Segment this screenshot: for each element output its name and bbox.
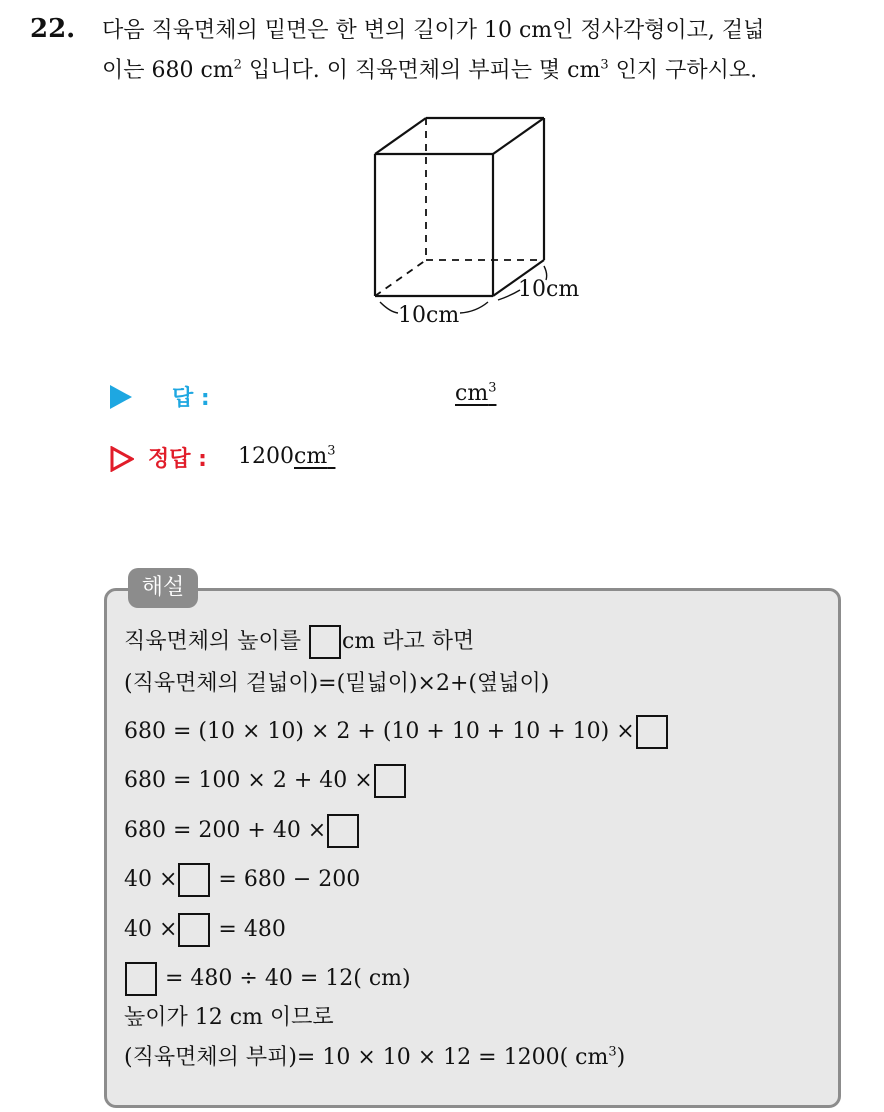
solution-line-6-part2: = 680 − 200 — [218, 867, 361, 892]
solution-line-7-part2: = 480 — [218, 917, 286, 942]
answer-unit[interactable] — [455, 381, 496, 406]
correct-answer-value — [238, 444, 335, 469]
correct-unit-sup: 3 — [327, 443, 336, 459]
question-text-line2 — [102, 56, 757, 86]
top-back-left-edge — [375, 118, 426, 154]
answer-label: 답 : — [172, 386, 210, 411]
solution-line-3-text: 680 = (10 × 10) × 2 + (10 + 10 + 10 + 10) × — [124, 719, 635, 744]
play-arrow-icon — [110, 385, 132, 409]
solution-line-10-part2: ) — [616, 1045, 626, 1070]
answer-unit-sup: 3 — [488, 380, 497, 396]
cubed-sup: 3 — [600, 57, 609, 73]
correct-unit-text: cm — [294, 444, 328, 469]
answer-unit-text: cm — [455, 381, 489, 406]
unknown-box — [636, 715, 668, 749]
solution-line-1-part2: cm 라고 하면 — [342, 629, 475, 654]
solution-line-4-text: 680 = 100 × 2 + 40 × — [124, 768, 373, 793]
solution-line-1-part1: 직육면체의 높이를 — [124, 629, 302, 654]
unknown-box — [327, 814, 359, 848]
hidden-left-bottom-edge — [375, 260, 426, 296]
solution-line-8 — [124, 961, 411, 997]
solution-line-5 — [124, 813, 360, 849]
solution-line-1 — [124, 624, 474, 660]
question-line2-part1: 이는 680 cm — [102, 58, 234, 83]
solution-line-6-part1: 40 × — [124, 867, 178, 892]
unknown-box — [309, 625, 341, 659]
solution-line-9: 높이가 12 cm 이므로 — [124, 1005, 334, 1030]
unknown-box — [374, 764, 406, 798]
solution-line-10-sup: 3 — [608, 1044, 617, 1060]
unknown-box — [178, 913, 210, 947]
outline-arrow-icon — [110, 446, 134, 472]
solution-line-8-text: = 480 ÷ 40 = 12( cm) — [165, 966, 411, 991]
solution-line-5-text: 680 = 200 + 40 × — [124, 818, 327, 843]
solution-line-7 — [124, 912, 286, 948]
solution-line-4 — [124, 763, 407, 799]
solution-tag: 해설 — [128, 568, 198, 608]
solution-line-6 — [124, 862, 360, 898]
top-back-right-edge — [493, 118, 544, 154]
correct-answer-row — [110, 442, 530, 476]
cuboid-figure — [360, 108, 600, 330]
solution-line-2: (직육면체의 겉넓이)=(밑넓이)×2+(옆넓이) — [124, 671, 550, 696]
unknown-box — [178, 863, 210, 897]
front-dimension-label: 10cm — [398, 303, 460, 328]
answer-row — [110, 381, 530, 415]
question-number: 22. — [30, 14, 76, 44]
solution-line-10-part1: (직육면체의 부피)= 10 × 10 × 12 = 1200( cm — [124, 1045, 609, 1070]
side-dimension-label: 10cm — [518, 277, 580, 302]
question-text-line1: 다음 직육면체의 밑면은 한 변의 길이가 10 cm인 정사각형이고, 겉넓 — [102, 18, 765, 43]
solution-line-10 — [124, 1040, 625, 1076]
solution-line-3 — [124, 714, 669, 750]
solution-line-7-part1: 40 × — [124, 917, 178, 942]
unknown-box — [125, 962, 157, 996]
squared-sup: 2 — [233, 57, 242, 73]
correct-answer-unit — [294, 444, 335, 469]
question-line2-part3: 인지 구하시오. — [608, 58, 758, 83]
correct-answer-label: 정답 : — [148, 447, 207, 472]
question-line2-part2: 입니다. 이 직육면체의 부피는 몇 cm — [241, 58, 601, 83]
correct-answer-number: 1200 — [238, 444, 294, 469]
